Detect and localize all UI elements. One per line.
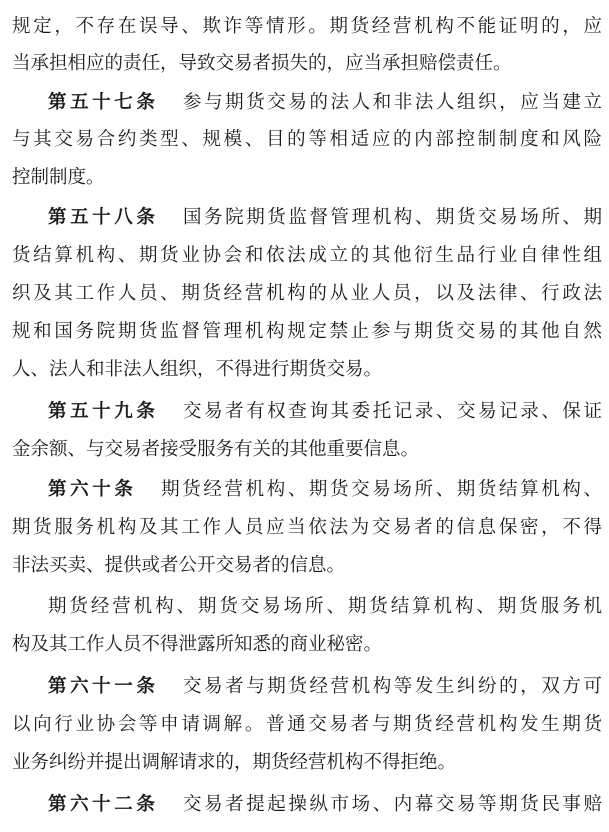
article-number: 第六十二条 bbox=[48, 794, 159, 815]
article-number: 第六十条 bbox=[48, 479, 137, 500]
paragraph-line bbox=[12, 710, 602, 740]
paragraph-line bbox=[12, 748, 602, 778]
paragraph-line bbox=[12, 163, 602, 193]
paragraph-line bbox=[12, 355, 602, 385]
article-number: 第五十七条 bbox=[48, 92, 159, 113]
article-58-heading-line bbox=[48, 203, 602, 233]
paragraph-line bbox=[12, 279, 602, 309]
article-60-heading-line bbox=[48, 475, 602, 505]
line-text: 构及其工作人员不得泄露所知悉的商业秘密。 bbox=[12, 634, 383, 655]
line-text: 国务院期货监督管理机构、期货交易场所、期 bbox=[180, 207, 602, 228]
paragraph-line bbox=[48, 592, 602, 622]
article-number: 第五十九条 bbox=[48, 401, 159, 422]
article-59-heading-line bbox=[48, 397, 602, 427]
line-text: 规和国务院期货监督管理机构规定禁止参与期货交易的其他自然 bbox=[12, 321, 602, 342]
line-text: 织及其工作人员、期货经营机构的从业人员，以及法律、行政法 bbox=[12, 283, 602, 304]
paragraph-line bbox=[12, 12, 602, 42]
line-text: 期货服务机构及其工作人员应当依法为交易者的信息保密，不得 bbox=[12, 517, 602, 538]
line-text: 金余额、与交易者接受服务有关的其他重要信息。 bbox=[12, 439, 420, 460]
paragraph-line bbox=[12, 513, 602, 543]
line-text: 规定，不存在误导、欺诈等情形。期货经营机构不能证明的，应 bbox=[12, 16, 602, 37]
article-62-heading-line bbox=[48, 790, 602, 820]
paragraph-line bbox=[12, 630, 602, 660]
paragraph-line bbox=[12, 241, 602, 271]
line-text: 控制制度。 bbox=[12, 167, 105, 188]
paragraph-line bbox=[12, 49, 602, 79]
article-57-heading-line bbox=[48, 88, 602, 118]
article-number: 第五十八条 bbox=[48, 207, 159, 228]
line-text: 期货经营机构、期货交易场所、期货结算机构、 bbox=[158, 479, 602, 500]
line-text: 参与期货交易的法人和非法人组织，应当建立 bbox=[180, 92, 602, 113]
line-text: 交易者与期货经营机构等发生纠纷的，双方可 bbox=[180, 676, 602, 697]
line-text: 货结算机构、期货业协会和依法成立的其他衍生品行业自律性组 bbox=[12, 245, 602, 266]
line-text: 与其交易合约类型、规模、目的等相适应的内部控制制度和风险 bbox=[12, 129, 602, 150]
paragraph-line bbox=[12, 551, 602, 581]
line-text: 当承担相应的责任，导致交易者损失的，应当承担赔偿责任。 bbox=[12, 53, 512, 74]
line-text: 交易者有权查询其委托记录、交易记录、保证 bbox=[180, 401, 602, 422]
line-text: 人、法人和非法人组织，不得进行期货交易。 bbox=[12, 359, 383, 380]
line-text: 期货经营机构、期货交易场所、期货结算机构、期货服务机 bbox=[48, 596, 602, 617]
article-number: 第六十一条 bbox=[48, 676, 159, 697]
article-61-heading-line bbox=[48, 672, 602, 702]
line-text: 非法买卖、提供或者公开交易者的信息。 bbox=[12, 555, 346, 576]
paragraph-line bbox=[12, 317, 602, 347]
paragraph-line bbox=[12, 435, 602, 465]
paragraph-line bbox=[12, 125, 602, 155]
line-text: 业务纠纷并提出调解请求的，期货经营机构不得拒绝。 bbox=[12, 752, 457, 773]
line-text: 以向行业协会等申请调解。普通交易者与期货经营机构发生期货 bbox=[12, 714, 602, 735]
line-text: 交易者提起操纵市场、内幕交易等期货民事赔 bbox=[180, 794, 602, 815]
